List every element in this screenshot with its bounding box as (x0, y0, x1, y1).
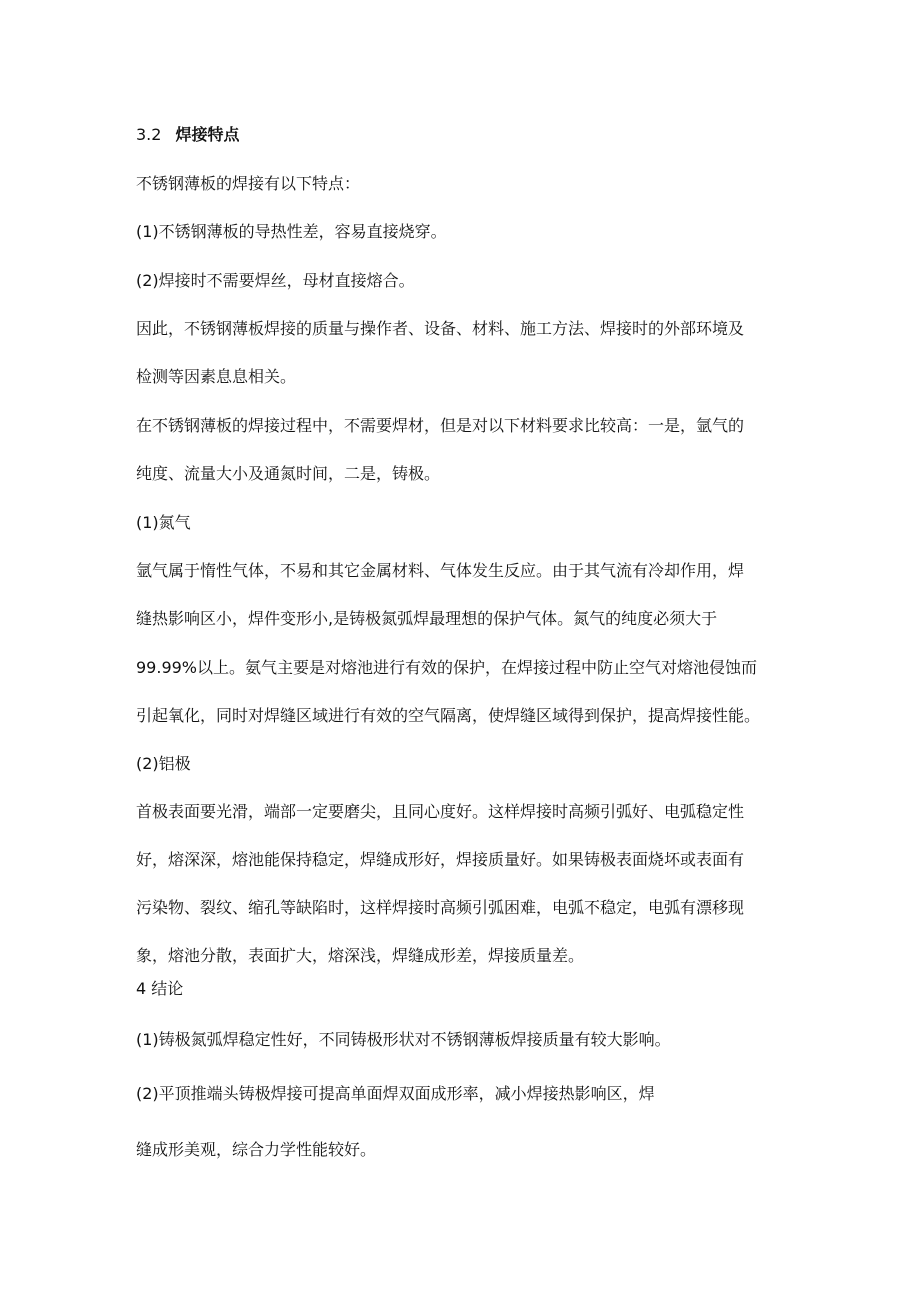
point-1: (1)不锈钢薄板的导热性差，容易直接烧穿。 (136, 222, 447, 241)
argon-line-4: 引起氧化，同时对焊缝区域进行有效的空气隔离，使焊缝区域得到保护，提高焊接性能。 (136, 706, 761, 725)
electrode-line-1: 首极表面要光滑，端部一定要磨尖，且同心度好。这样焊接时高频引弧好、电弧稳定性 (136, 802, 745, 821)
section-number: 3.2 (136, 125, 162, 144)
intro-paragraph: 不锈钢薄板的焊接有以下特点： (136, 174, 361, 193)
point-2: (2)焊接时不需要焊丝，母材直接熔合。 (136, 271, 415, 290)
conclusion-2-line-2: 缝成形美观，综合力学性能较好。 (136, 1140, 377, 1159)
argon-line-2: 缝热影响区小，焊件变形小,是铸极氮弧焊最理想的保护气体。氮气的纯度必须大于 (136, 609, 718, 628)
factors-line-2: 检测等因素息息相关。 (136, 367, 297, 386)
materials-line-2: 纯度、流量大小及通氮时间，二是，铸极。 (136, 464, 441, 483)
section-title: 焊接特点 (175, 125, 240, 144)
section-heading (136, 124, 239, 146)
argon-line-3: 99.99%以上。氨气主要是对熔池进行有效的保护，在焊接过程中防止空气对熔池侵蚀而 (136, 658, 758, 677)
conclusion-1: (1)铸极氮弧焊稳定性好，不同铸极形状对不锈钢薄板焊接质量有较大影响。 (136, 1030, 671, 1049)
materials-line-1: 在不锈钢薄板的焊接过程中，不需要焊材，但是对以下材料要求比较高：一是，氩气的 (136, 416, 745, 435)
electrode-line-4: 象，熔池分散，表面扩大，熔深浅，焊缝成形差，焊接质量差。 (136, 946, 585, 965)
electrode-line-3: 污染物、裂纹、缩孔等缺陷时，这样焊接时高频引弧困难，电弧不稳定，电弧有漂移现 (136, 898, 745, 917)
electrode-heading: (2)铝极 (136, 754, 191, 773)
factors-line-1: 因此，不锈钢薄板焊接的质量与操作者、设备、材料、施工方法、焊接时的外部环境及 (136, 319, 745, 338)
electrode-line-2: 好，熔深深，熔池能保持稳定，焊缝成形好，焊接质量好。如果铸极表面烧坏或表面有 (136, 850, 745, 869)
conclusion-2-line-1: (2)平顶推端头铸极焊接可提高单面焊双面成形率，减小焊接热影响区，焊 (136, 1084, 655, 1103)
conclusion-heading: 4 结论 (136, 979, 184, 998)
argon-heading: (1)氮气 (136, 513, 191, 532)
argon-line-1: 氩气属于惰性气体，不易和其它金属材料、气体发生反应。由于其气流有冷却作用，焊 (136, 561, 745, 580)
